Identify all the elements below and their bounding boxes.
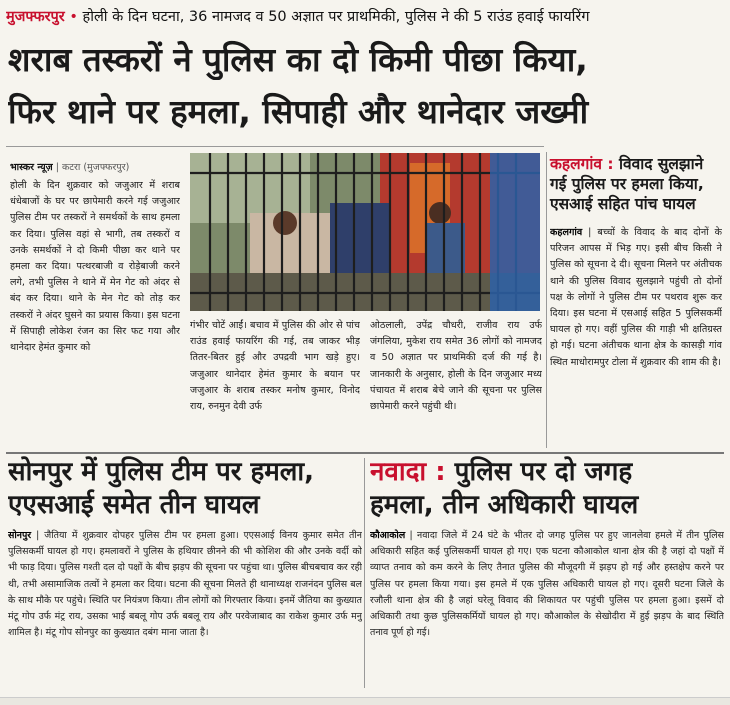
main-story-column-2: गंभीर चोटें आईं। बचाव में पुलिस की ओर से पांच राउंड हवाई फायरिंग की गई, तब जाकर भीड़ तितर-बितर हुई और उपद्रवी भाग खड़े हुए। जजुआर थानेदार हेमंत कुमार के बयान पर जजुआर के शराब तस्कर मनोष कुमार, विनोद राय, रुनमुन देवी उर्फ <box>190 320 360 413</box>
byline-source: भास्कर न्यूज़ <box>10 162 53 173</box>
side-headline-label: कहलगांव : <box>550 155 614 173</box>
side-story-body: कहलगांव | बच्चों के विवाद के बाद दोनों के परिजन आपस में भिड़ गए। इसी बीच किसी ने पुलिस को सूचना दे दी। सूचना मिलने पर अंतीचक थाने की पुलिस विवाद सुलझाने पहुंची तो दोनों पक्ष के लोगों ने पुलिस टीम पर पथराव शुरू कर दिया। इस घटना में एसआई सहित 5 पुलिसकर्मी घायल हो गए। वहीं पुलिस की गाड़ी भी क्षतिग्रस्त हो गई। घटना अंतीचक थाना क्षेत्र के कासड़ी गांव स्थित माधोरामपुर टोला में शुक्रवार की शाम की है। <box>550 227 722 368</box>
kicker-text: होली के दिन घटना, 36 नामजद व 50 अज्ञात पर प्राथमिकी, पुलिस ने की 5 राउंड हवाई फायरिंग <box>82 9 590 25</box>
nawada-headline-line1 <box>370 455 724 489</box>
nawada-headline-label: नवादा : <box>370 457 446 487</box>
kicker-place: मुजफ्फरपुर <box>6 9 65 25</box>
kicker-bullet: • <box>69 9 78 25</box>
sonpur-body-text: जैतिया में शुक्रवार दोपहर पुलिस टीम पर हमला हुआ। एएसआई विनय कुमार समेत तीन पुलिसकर्मी घायल हो गए। हमलावरों ने पुलिस के हथियार छीनने की भी कोशिश की और उनके वर्दी को भी फाड़ दिया। पुलिस गश्ती दल दो पक्षों के बीच झड़प की सूचना पर पहुंचा था। पुलिस बीचबचाव कर रही थी, तभी असामाजिक तत्वों ने हमला कर दिया। घटना की सूचना मिलते ही थानाध्यक्ष राजनंदन पुलिस बल के साथ मौके पर पहुंचे। स्थिति पर नियंत्रण किया। तीन लोगों को गिरफ्तार किया। इनमें जैतिया का कुख्यात मंटू गोप उर्फ मंट्र राय, उसका भाई बबलू गोप उर्फ बबलू राय और परवेजाबाद का राकेश कुमार उर्फ मनु शामिल है। मंटू गोप सोनपुर का कुख्यात दबंग माना जाता है। <box>8 530 362 639</box>
nawada-dateline: कौआकोल <box>370 530 406 541</box>
nawada-headline-line2: हमला, तीन अधिकारी घायल <box>370 490 639 520</box>
byline-location: कटरा (मुजफ्फरपुर) <box>61 162 130 173</box>
sonpur-story-body: सोनपुर | जैतिया में शुक्रवार दोपहर पुलिस टीम पर हमला हुआ। एएसआई विनय कुमार समेत तीन पुलिसकर्मी घायल हो गए। हमलावरों ने पुलिस के हथियार छीनने की भी कोशिश की और उनके वर्दी को भी फाड़ दिया। पुलिस गश्ती दल दो पक्षों के बीच झड़प की सूचना पर पहुंचा था। पुलिस बीचबचाव कर रही थी, तभी असामाजिक तत्वों ने हमला कर दिया। घटना की सूचना मिलते ही थानाध्यक्ष राजनंदन पुलिस बल के साथ मौके पर पहुंचे। स्थिति पर नियंत्रण किया। तीन लोगों को गिरफ्तार किया। इनमें जैतिया का कुख्यात मंटू गोप उर्फ मंट्र राय, उसका भाई बबलू गोप उर्फ बबलू राय और परवेजाबाद का राकेश कुमार उर्फ मनु शामिल है। मंटू गोप सोनपुर का कुख्यात दबंग माना जाता है। <box>8 530 362 639</box>
sonpur-headline-line2: एएसआई समेत तीन घायल <box>8 490 260 520</box>
kicker-line <box>6 6 724 32</box>
side-headline <box>550 154 722 214</box>
main-headline-line1: शराब तस्करों ने पुलिस का दो किमी पीछा किया, <box>8 40 588 79</box>
nawada-headline-text: पुलिस पर दो जगह <box>454 457 633 487</box>
side-body-text: बच्चों के विवाद के बाद दोनों के परिजन आपस में भिड़ गए। इसी बीच किसी ने पुलिस को सूचना दे दी। सूचना मिलने पर अंतीचक थाने की पुलिस विवाद सुलझाने पहुंची तो दोनों पक्ष के लोगों ने पुलिस टीम पर पथराव शुरू कर दिया। इस घटना में एसआई सहित 5 पुलिसकर्मी घायल हो गए। वहीं पुलिस की गाड़ी भी क्षतिग्रस्त हो गई। घटना अंतीचक थाना क्षेत्र के कासड़ी गांव स्थित माधोरामपुर टोला में शुक्रवार की शाम की है। <box>550 227 722 368</box>
nawada-story-body: कौआकोल | नवादा जिले में 24 घंटे के भीतर दो जगह पुलिस पर हुए जानलेवा हमले में तीन पुलिस अधिकारी सहित कई पुलिसकर्मी घायल हो गए। एक घटना कौआकोल थाना क्षेत्र की है जहां दो पक्षों में व्याप्त तनाव को कम करने के लिए तैनात पुलिस की मौजूदगी में झड़प हो गई और हस्तक्षेप करने पर पुलिस पर हमला किया गया। इस हमले में एक पुलिस अधिकारी घायल हो गए। दूसरी घटना जिले के रजौली थाना क्षेत्र की है जहां घरेलू विवाद की शिकायत पर पहुंची पुलिस पर हमला हुआ। इसमें दो अधिकारी तथा कुछ पुलिसकर्मियों घायल हो गए। कौआकोल के सेखोदीरा में हुई झड़प के बाद स्थिति तनाव पूर्ण हो गई। <box>370 530 724 639</box>
side-dateline: कहलगांव <box>550 227 583 238</box>
divider <box>6 146 544 147</box>
byline: भास्कर न्यूज़ | कटरा (मुजफ्फरपुर) <box>10 162 130 173</box>
side-headline-text: विवाद सुलझाने गई पुलिस पर हमला किया, एसआई सहित पांच घायल <box>550 155 704 213</box>
page-bottom-edge <box>0 697 730 705</box>
sonpur-headline-line1: सोनपुर में पुलिस टीम पर हमला, <box>8 457 315 487</box>
sonpur-dateline: सोनपुर <box>8 530 32 541</box>
nawada-body-text: नवादा जिले में 24 घंटे के भीतर दो जगह पुलिस पर हुए जानलेवा हमले में तीन पुलिस अधिकारी सहित कई पुलिसकर्मी घायल हो गए। एक घटना कौआकोल थाना क्षेत्र की है जहां दो पक्षों में व्याप्त तनाव को कम करने के लिए तैनात पुलिस की मौजूदगी में झड़प हो गई और हस्तक्षेप करने पर पुलिस पर हमला किया गया। इस हमले में एक पुलिस अधिकारी घायल हो गए। दूसरी घटना जिले के रजौली थाना क्षेत्र की है जहां घरेलू विवाद की शिकायत पर पहुंची पुलिस पर हमला हुआ। इसमें दो अधिकारी तथा कुछ पुलिसकर्मियों घायल हो गए। कौआकोल के सेखोदीरा में हुई झड़प के बाद स्थिति तनाव पूर्ण हो गई। <box>370 530 724 639</box>
main-headline-line2: फिर थाने पर हमला, सिपाही और थानेदार जख्मी <box>8 92 589 131</box>
photo-illustration <box>190 153 540 311</box>
main-story-column-1: होली के दिन शुक्रवार को जजुआर में शराब धंधेबाजों के घर पर छापेमारी करने गई जजुआर पुलिस टीम पर तस्करों ने समर्थकों के साथ हमला कर दिया। पुलिस वहां से भागी, तब तस्करों व उनके समर्थकों ने दो किमी पीछा कर थाने पर हमला कर दिया। पत्थरबाजी व रोड़ेबाजी करने लगे, तभी पुलिस ने थाने में मेन गेट को अंदर से बंद कर दिया। थाने के मेन गेट को तोड़ कर तस्करों ने अंदर घुसने का प्रयास किया। इस घटना में सिपाही लोकेश रंजन का सिर फट गया और थानेदार हेमंत कुमार को <box>10 180 180 354</box>
news-photo <box>190 153 540 311</box>
section-divider <box>6 452 724 454</box>
side-divider <box>546 152 547 448</box>
bottom-divider <box>364 458 365 688</box>
main-story-column-3: ओठलाली, उपेंद्र चौधरी, राजीव राय उर्फ जंगलिया, मुकेश राय समेत 36 लोगों को नामजद व 50 अज्ञात पर प्राथमिकी दर्ज की गई है। जानकारी के अनुसार, होली के दिन जजुआर मध्य पंचायत में शराब बेचे जाने की सूचना पर पुलिस छापेमारी करने पहुंची थी। <box>370 320 542 413</box>
